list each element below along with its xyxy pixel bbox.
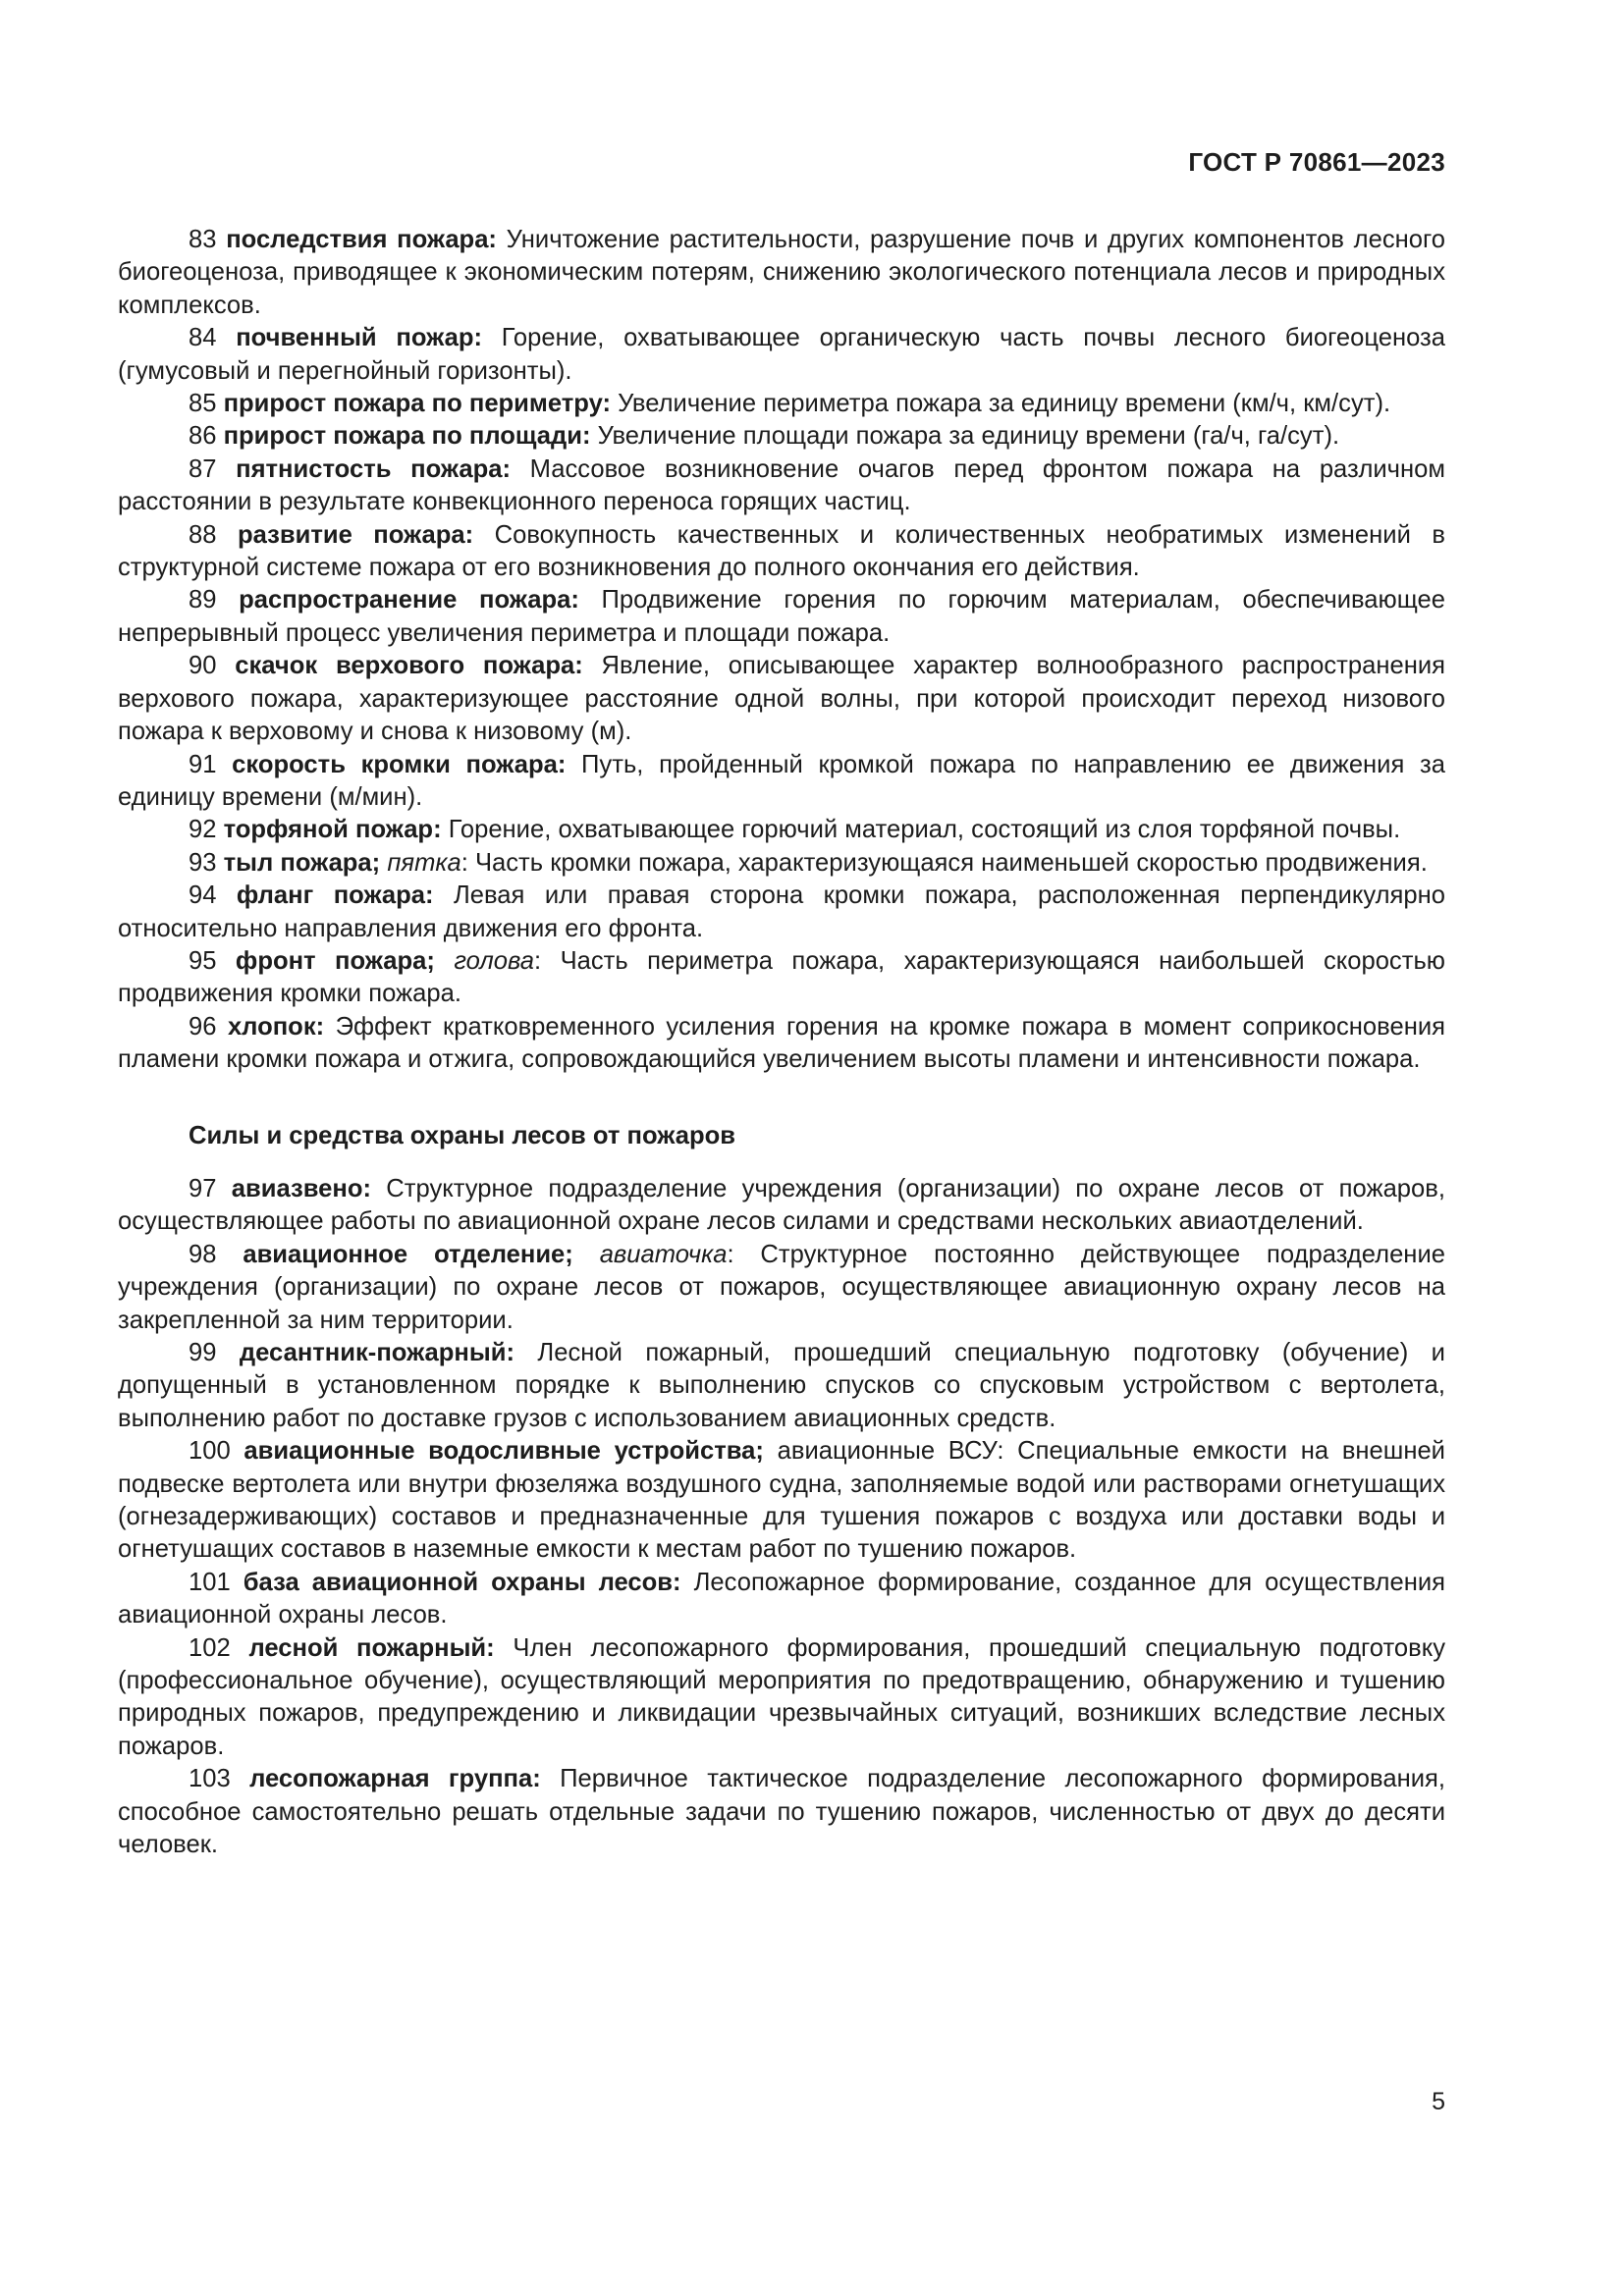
term-entry [118, 1632, 1445, 1764]
term-name: фланг пожара: [236, 881, 434, 910]
term-entry [118, 814, 1445, 846]
term-name: распространение пожара: [239, 586, 579, 614]
term-name: пятнистость пожара: [236, 454, 511, 483]
term-name: торфяной пожар: [223, 816, 442, 844]
term-number: 84 [189, 324, 217, 352]
term-definition: Лесной пожарный, прошедший специальную подготовку (обучение) и допущенный в установленном порядке к выполнению спусков со спусковым устройством с вертолета, выполнению работ по доставке грузов с использованием авиационных средств. [118, 1339, 1445, 1432]
term-name: прирост пожара по периметру: [223, 390, 611, 418]
term-number: 90 [189, 652, 217, 680]
term-definition: Совокупность качественных и количественных необратимых изменений в структурной системе пожара от его возникновения до полного окончания его действия. [118, 520, 1445, 582]
term-number: 96 [189, 1012, 217, 1041]
term-number: 98 [189, 1240, 217, 1268]
term-definition: : Часть кромки пожара, характеризующаяся наименьшей скоростью продвижения. [460, 848, 1428, 877]
term-number: 91 [189, 750, 217, 778]
term-number: 93 [189, 848, 217, 877]
term-name: фронт пожара; [235, 946, 435, 975]
term-name: скорость кромки пожара: [232, 750, 567, 778]
section-heading: Силы и средства охраны лесов от пожаров [189, 1121, 735, 1149]
term-number: 94 [189, 881, 217, 910]
term-entry [118, 847, 1445, 880]
term-definition: Горение, охватывающее горючий материал, состоящий из слоя торфяной почвы. [441, 816, 1401, 844]
document-body [118, 224, 1445, 1862]
document-id: ГОСТ Р 70861—2023 [1188, 147, 1445, 177]
term-entry [118, 224, 1445, 322]
term-name: последствия пожара: [226, 226, 497, 253]
term-name: хлопок: [227, 1012, 325, 1041]
term-definition: Горение, охватывающее органическую часть почвы лесного биогеоценоза (гумусовый и перегнойный горизонты). [118, 324, 1445, 385]
term-entry [118, 454, 1445, 519]
term-entry [118, 322, 1445, 388]
term-number: 103 [189, 1765, 231, 1793]
term-definition: Лесопожарное формирование, созданное для осуществления авиационной охраны лесов. [118, 1568, 1445, 1629]
term-number: 100 [189, 1437, 231, 1466]
term-definition: Путь, пройденный кромкой пожара по направлению ее движения за единицу времени (м/мин). [118, 750, 1445, 811]
term-definition: Член лесопожарного формирования, прошедший специальную подготовку (профессиональное обучение), осуществляющий мероприятия по предотвращению, обнаружению и тушению природных пожаров, предупреждению и ликвидации чрезвычайных ситуаций, возникших вследствие лесных пожаров. [118, 1633, 1445, 1760]
terms-list-forces-and-means [118, 1173, 1445, 1862]
term-number: 92 [189, 816, 217, 844]
term-number: 83 [189, 226, 217, 253]
term-name: база авиационной охраны лесов: [243, 1568, 681, 1596]
term-entry [118, 420, 1445, 453]
term-definition: авиационные ВСУ: Специальные емкости на внешней подвеске вертолета или внутри фюзеляжа воздушного судна, заполняемые водой или растворами огнетушащих (огнезадерживающих) составов и предназначенные для тушения пожаров с воздуха или доставки воды и огнетушащих составов в наземные емкости к местам работ по тушению пожаров. [118, 1437, 1445, 1564]
term-synonym: голова [454, 946, 535, 975]
term-definition: Структурное подразделение учреждения (организации) по охране лесов от пожаров, осуществляющее работы по авиационной охране лесов силами и средствами нескольких авиаотделений. [118, 1174, 1445, 1236]
page-number: 5 [1432, 2088, 1445, 2115]
term-number: 97 [189, 1174, 217, 1202]
term-number: 102 [189, 1633, 231, 1662]
term-number: 89 [189, 586, 217, 614]
term-entry [118, 1239, 1445, 1337]
term-definition: Уничтожение растительности, разрушение почв и других компонентов лесного биогеоценоза, приводящее к экономическим потерям, снижению экологического потенциала лесов и природных комплексов. [118, 226, 1445, 319]
term-entry [118, 1567, 1445, 1632]
term-name: авиационные водосливные устройства; [244, 1437, 764, 1466]
term-definition: : Структурное постоянно действующее подразделение учреждения (организации) по охране лесов от пожаров, осуществляющее авиационную охрану лесов на закрепленной за ним территории. [118, 1240, 1445, 1334]
term-entry [118, 650, 1445, 748]
term-definition: Явление, описывающее характер волнообразного распространения верхового пожара, характеризующее расстояние одной волны, при которой происходит переход низового пожара к верховому и снова к низовому (м). [118, 652, 1445, 746]
term-definition: Эффект кратковременного усиления горения на кромке пожара в момент соприкосновения пламени кромки пожара и отжига, сопровождающийся увеличением высоты пламени и интенсивности пожара. [118, 1012, 1445, 1074]
term-entry [118, 1173, 1445, 1239]
term-entry [118, 945, 1445, 1011]
term-entry [118, 749, 1445, 815]
term-entry [118, 584, 1445, 650]
term-name: авиазвено: [231, 1174, 371, 1202]
term-name: десантник-пожарный: [239, 1339, 514, 1366]
term-synonym: пятка [387, 848, 461, 877]
term-name: прирост пожара по площади: [223, 422, 591, 451]
term-number: 86 [189, 422, 217, 451]
term-definition: : Часть периметра пожара, характеризующаяся наибольшей скоростью продвижения кромки пожара. [118, 946, 1445, 1008]
term-name: лесопожарная группа: [249, 1765, 541, 1793]
term-number: 101 [189, 1568, 231, 1596]
term-entry [118, 1763, 1445, 1861]
term-number: 95 [189, 946, 217, 975]
term-name: тыл пожара; [223, 848, 381, 877]
term-entry [118, 1337, 1445, 1435]
term-synonym: авиаточка [599, 1240, 728, 1268]
term-entry [118, 519, 1445, 585]
term-definition: Продвижение горения по горючим материалам, обеспечивающее непрерывный процесс увеличения периметра и площади пожара. [118, 586, 1445, 647]
term-definition: Первичное тактическое подразделение лесопожарного формирования, способное самостоятельно решать отдельные задачи по тушению пожаров, численностью от двух до десяти человек. [118, 1765, 1445, 1859]
term-name: почвенный пожар: [236, 324, 482, 352]
term-definition: Левая или правая сторона кромки пожара, расположенная перпендикулярно относительно направления движения его фронта. [118, 881, 1445, 942]
term-entry [118, 1011, 1445, 1077]
term-number: 88 [189, 520, 217, 549]
term-definition: Массовое возникновение очагов перед фронтом пожара на различном расстоянии в результате конвекционного переноса горящих частиц. [118, 454, 1445, 516]
term-entry [118, 880, 1445, 945]
term-entry [118, 1435, 1445, 1567]
term-definition: Увеличение периметра пожара за единицу времени (км/ч, км/сут). [611, 390, 1391, 418]
term-name: авиационное отделение; [243, 1240, 573, 1268]
term-name: лесной пожарный: [248, 1633, 495, 1662]
term-name: развитие пожара: [237, 520, 474, 549]
term-number: 85 [189, 390, 217, 418]
terms-list-fire-characteristics [118, 224, 1445, 1077]
term-number: 87 [189, 454, 217, 483]
term-name: скачок верхового пожара: [235, 652, 583, 680]
term-number: 99 [189, 1339, 217, 1366]
term-entry [118, 388, 1445, 420]
term-definition: Увеличение площади пожара за единицу времени (га/ч, га/сут). [590, 422, 1340, 451]
